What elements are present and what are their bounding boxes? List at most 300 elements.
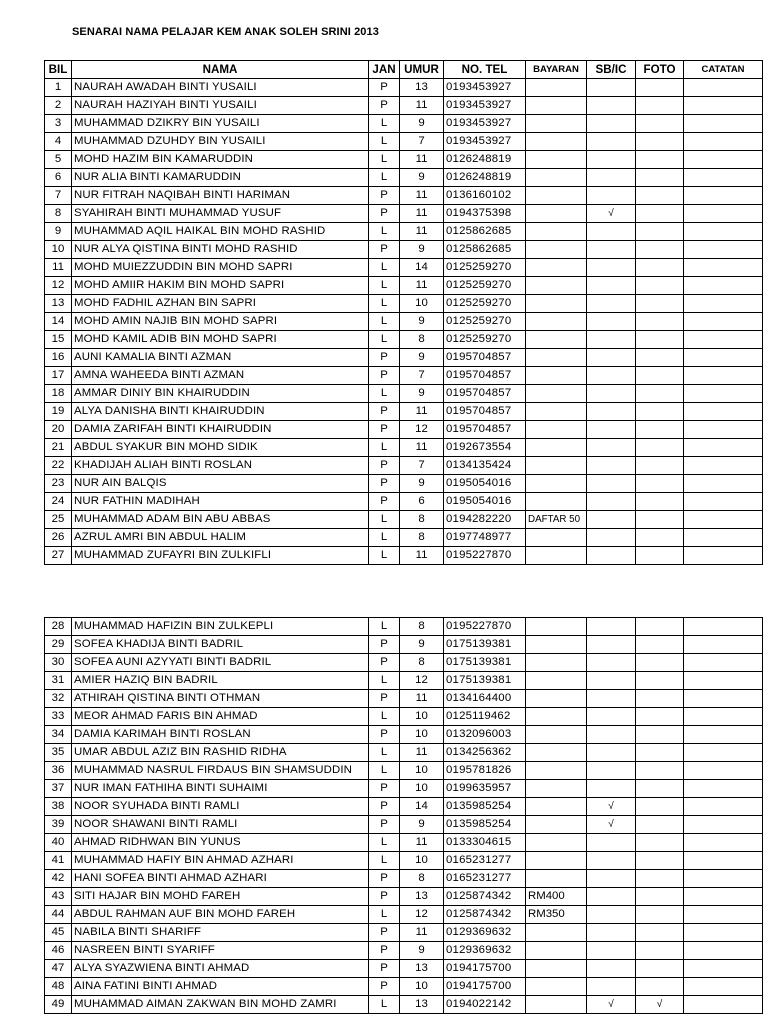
cell-jan: P (369, 475, 400, 493)
cell-bil: 49 (45, 996, 72, 1014)
cell-sb-ic (587, 151, 636, 169)
cell-jan: L (369, 277, 400, 295)
table-row (45, 439, 763, 457)
cell-jan: P (369, 870, 400, 888)
table-row (45, 618, 763, 636)
cell-sb-ic: √ (587, 205, 636, 223)
table-row (45, 223, 763, 241)
table-row (45, 511, 763, 529)
cell-foto (636, 924, 684, 942)
table-row (45, 996, 763, 1014)
cell-bayaran (526, 690, 587, 708)
cell-umur: 9 (400, 385, 444, 403)
cell-jan: P (369, 403, 400, 421)
cell-umur: 8 (400, 511, 444, 529)
header-jan: JAN (369, 61, 400, 79)
table-body-part-1 (45, 79, 763, 565)
cell-jan: L (369, 852, 400, 870)
cell-catatan (684, 529, 763, 547)
cell-bayaran (526, 798, 587, 816)
cell-bil: 46 (45, 942, 72, 960)
cell-no-tel: 0125259270 (444, 259, 526, 277)
cell-catatan (684, 259, 763, 277)
table-row (45, 834, 763, 852)
cell-jan: P (369, 97, 400, 115)
cell-no-tel: 0133304615 (444, 834, 526, 852)
cell-bayaran: RM400 (526, 888, 587, 906)
cell-nama: ATHIRAH QISTINA BINTI OTHMAN (72, 690, 369, 708)
cell-no-tel: 0195227870 (444, 618, 526, 636)
cell-sb-ic (587, 529, 636, 547)
cell-nama: AMIER HAZIQ BIN BADRIL (72, 672, 369, 690)
header-umur: UMUR (400, 61, 444, 79)
cell-sb-ic (587, 97, 636, 115)
cell-no-tel: 0126248819 (444, 151, 526, 169)
cell-bayaran (526, 259, 587, 277)
cell-jan: L (369, 439, 400, 457)
cell-no-tel: 0134164400 (444, 690, 526, 708)
cell-jan: P (369, 924, 400, 942)
cell-jan: L (369, 618, 400, 636)
table-row (45, 978, 763, 996)
cell-jan: P (369, 978, 400, 996)
cell-foto (636, 313, 684, 331)
cell-jan: P (369, 654, 400, 672)
cell-catatan (684, 852, 763, 870)
cell-no-tel: 0129369632 (444, 924, 526, 942)
cell-no-tel: 0193453927 (444, 133, 526, 151)
cell-foto: √ (636, 996, 684, 1014)
cell-no-tel: 0197748977 (444, 529, 526, 547)
cell-umur: 9 (400, 313, 444, 331)
cell-bayaran (526, 223, 587, 241)
cell-bayaran (526, 726, 587, 744)
cell-catatan (684, 457, 763, 475)
table-row (45, 636, 763, 654)
table-row (45, 349, 763, 367)
cell-nama: ABDUL SYAKUR BIN MOHD SIDIK (72, 439, 369, 457)
cell-foto (636, 277, 684, 295)
cell-foto (636, 654, 684, 672)
cell-jan: L (369, 385, 400, 403)
cell-no-tel: 0125259270 (444, 277, 526, 295)
cell-sb-ic (587, 439, 636, 457)
cell-bil: 17 (45, 367, 72, 385)
cell-nama: DAMIA KARIMAH BINTI ROSLAN (72, 726, 369, 744)
cell-catatan (684, 978, 763, 996)
cell-umur: 11 (400, 690, 444, 708)
cell-bayaran (526, 385, 587, 403)
cell-bayaran (526, 475, 587, 493)
document-title: SENARAI NAMA PELAJAR KEM ANAK SOLEH SRINI 2013 (72, 26, 379, 38)
cell-sb-ic (587, 618, 636, 636)
cell-no-tel: 0165231277 (444, 852, 526, 870)
cell-nama: AMNA WAHEEDA BINTI AZMAN (72, 367, 369, 385)
cell-no-tel: 0194022142 (444, 996, 526, 1014)
cell-umur: 9 (400, 241, 444, 259)
cell-nama: MUHAMMAD HAFIY BIN AHMAD AZHARI (72, 852, 369, 870)
cell-catatan (684, 277, 763, 295)
cell-bayaran (526, 187, 587, 205)
cell-foto (636, 205, 684, 223)
cell-bayaran (526, 654, 587, 672)
cell-sb-ic (587, 241, 636, 259)
table-row (45, 385, 763, 403)
table-row (45, 475, 763, 493)
cell-foto (636, 223, 684, 241)
cell-bil: 33 (45, 708, 72, 726)
cell-nama: MOHD AMIIR HAKIM BIN MOHD SAPRI (72, 277, 369, 295)
cell-bil: 9 (45, 223, 72, 241)
cell-bayaran (526, 744, 587, 762)
table-row (45, 888, 763, 906)
cell-foto (636, 834, 684, 852)
cell-sb-ic (587, 780, 636, 798)
cell-sb-ic (587, 277, 636, 295)
cell-bil: 35 (45, 744, 72, 762)
cell-catatan (684, 690, 763, 708)
cell-jan: P (369, 493, 400, 511)
cell-bayaran (526, 241, 587, 259)
cell-bayaran (526, 708, 587, 726)
cell-bayaran (526, 115, 587, 133)
cell-bil: 16 (45, 349, 72, 367)
cell-bil: 44 (45, 906, 72, 924)
cell-no-tel: 0126248819 (444, 169, 526, 187)
cell-nama: NOOR SYUHADA BINTI RAMLI (72, 798, 369, 816)
cell-foto (636, 187, 684, 205)
cell-no-tel: 0195704857 (444, 367, 526, 385)
cell-umur: 10 (400, 978, 444, 996)
cell-umur: 10 (400, 762, 444, 780)
table-row (45, 942, 763, 960)
table-row (45, 960, 763, 978)
cell-nama: MUHAMMAD AIMAN ZAKWAN BIN MOHD ZAMRI (72, 996, 369, 1014)
cell-sb-ic (587, 924, 636, 942)
table-row (45, 259, 763, 277)
table-row (45, 241, 763, 259)
cell-no-tel: 0134256362 (444, 744, 526, 762)
cell-no-tel: 0195704857 (444, 403, 526, 421)
cell-no-tel: 0125874342 (444, 888, 526, 906)
cell-nama: MUHAMMAD ADAM BIN ABU ABBAS (72, 511, 369, 529)
cell-umur: 9 (400, 349, 444, 367)
cell-jan: L (369, 133, 400, 151)
cell-bayaran (526, 780, 587, 798)
cell-nama: NUR ALIA BINTI KAMARUDDIN (72, 169, 369, 187)
cell-bil: 22 (45, 457, 72, 475)
cell-umur: 8 (400, 870, 444, 888)
cell-catatan (684, 493, 763, 511)
cell-no-tel: 0194175700 (444, 978, 526, 996)
cell-sb-ic (587, 295, 636, 313)
cell-catatan (684, 870, 763, 888)
cell-no-tel: 0125259270 (444, 295, 526, 313)
cell-sb-ic (587, 79, 636, 97)
cell-bil: 36 (45, 762, 72, 780)
cell-jan: P (369, 960, 400, 978)
cell-no-tel: 0195781826 (444, 762, 526, 780)
cell-umur: 11 (400, 439, 444, 457)
cell-catatan (684, 331, 763, 349)
cell-no-tel: 0194375398 (444, 205, 526, 223)
cell-sb-ic (587, 888, 636, 906)
cell-jan: P (369, 457, 400, 475)
cell-bayaran (526, 493, 587, 511)
table-row (45, 780, 763, 798)
cell-umur: 11 (400, 97, 444, 115)
cell-sb-ic (587, 744, 636, 762)
cell-foto (636, 636, 684, 654)
table-row (45, 169, 763, 187)
cell-jan: L (369, 313, 400, 331)
cell-catatan (684, 151, 763, 169)
cell-no-tel: 0195704857 (444, 421, 526, 439)
cell-catatan (684, 313, 763, 331)
cell-nama: MUHAMMAD DZUHDY BIN YUSAILI (72, 133, 369, 151)
cell-jan: P (369, 367, 400, 385)
cell-sb-ic (587, 367, 636, 385)
cell-foto (636, 744, 684, 762)
table-row (45, 403, 763, 421)
cell-bayaran (526, 169, 587, 187)
cell-sb-ic (587, 493, 636, 511)
cell-catatan (684, 439, 763, 457)
cell-jan: L (369, 169, 400, 187)
cell-bayaran (526, 852, 587, 870)
cell-sb-ic (587, 672, 636, 690)
cell-foto (636, 115, 684, 133)
cell-jan: L (369, 547, 400, 565)
table-row (45, 529, 763, 547)
cell-nama: NUR AIN BALQIS (72, 475, 369, 493)
table-row (45, 762, 763, 780)
table-row (45, 654, 763, 672)
cell-no-tel: 0125862685 (444, 241, 526, 259)
cell-sb-ic (587, 708, 636, 726)
table-row (45, 151, 763, 169)
table-row (45, 708, 763, 726)
cell-catatan (684, 169, 763, 187)
cell-bayaran (526, 942, 587, 960)
cell-foto (636, 151, 684, 169)
cell-sb-ic (587, 852, 636, 870)
cell-nama: MEOR AHMAD FARIS BIN AHMAD (72, 708, 369, 726)
cell-jan: P (369, 780, 400, 798)
cell-bil: 31 (45, 672, 72, 690)
cell-bil: 25 (45, 511, 72, 529)
table-row (45, 690, 763, 708)
cell-catatan (684, 187, 763, 205)
cell-foto (636, 511, 684, 529)
cell-umur: 10 (400, 726, 444, 744)
cell-catatan (684, 996, 763, 1014)
cell-no-tel: 0125862685 (444, 223, 526, 241)
table-row (45, 816, 763, 834)
cell-sb-ic (587, 870, 636, 888)
cell-umur: 9 (400, 475, 444, 493)
cell-foto (636, 367, 684, 385)
cell-umur: 11 (400, 547, 444, 565)
cell-bayaran (526, 313, 587, 331)
cell-umur: 13 (400, 960, 444, 978)
cell-catatan (684, 762, 763, 780)
cell-no-tel: 0125119462 (444, 708, 526, 726)
cell-bil: 26 (45, 529, 72, 547)
cell-nama: AUNI KAMALIA BINTI AZMAN (72, 349, 369, 367)
cell-sb-ic (587, 133, 636, 151)
cell-bil: 6 (45, 169, 72, 187)
cell-bil: 32 (45, 690, 72, 708)
cell-nama: MOHD HAZIM BIN KAMARUDDIN (72, 151, 369, 169)
cell-bayaran (526, 672, 587, 690)
cell-bayaran (526, 960, 587, 978)
cell-foto (636, 960, 684, 978)
cell-nama: DAMIA ZARIFAH BINTI KHAIRUDDIN (72, 421, 369, 439)
cell-bil: 20 (45, 421, 72, 439)
cell-foto (636, 331, 684, 349)
cell-umur: 13 (400, 79, 444, 97)
table-row (45, 493, 763, 511)
cell-jan: L (369, 672, 400, 690)
cell-umur: 11 (400, 223, 444, 241)
cell-nama: MUHAMMAD NASRUL FIRDAUS BIN SHAMSUDDIN (72, 762, 369, 780)
cell-no-tel: 0195704857 (444, 349, 526, 367)
cell-bayaran (526, 870, 587, 888)
cell-foto (636, 780, 684, 798)
table-row (45, 331, 763, 349)
cell-nama: KHADIJAH ALIAH BINTI ROSLAN (72, 457, 369, 475)
cell-catatan (684, 708, 763, 726)
cell-umur: 6 (400, 493, 444, 511)
cell-bil: 24 (45, 493, 72, 511)
cell-bayaran (526, 295, 587, 313)
cell-nama: MOHD KAMIL ADIB BIN MOHD SAPRI (72, 331, 369, 349)
cell-no-tel: 0135985254 (444, 816, 526, 834)
cell-bil: 18 (45, 385, 72, 403)
cell-jan: P (369, 888, 400, 906)
cell-catatan (684, 798, 763, 816)
cell-no-tel: 0165231277 (444, 870, 526, 888)
cell-umur: 11 (400, 151, 444, 169)
table-row (45, 313, 763, 331)
table-row (45, 295, 763, 313)
cell-jan: L (369, 295, 400, 313)
cell-jan: P (369, 79, 400, 97)
cell-no-tel: 0193453927 (444, 97, 526, 115)
cell-catatan (684, 726, 763, 744)
cell-jan: P (369, 349, 400, 367)
cell-umur: 9 (400, 816, 444, 834)
cell-bayaran (526, 618, 587, 636)
cell-sb-ic (587, 115, 636, 133)
cell-bil: 19 (45, 403, 72, 421)
cell-bil: 37 (45, 780, 72, 798)
cell-bil: 41 (45, 852, 72, 870)
cell-nama: NABILA BINTI SHARIFF (72, 924, 369, 942)
cell-foto (636, 870, 684, 888)
cell-umur: 8 (400, 529, 444, 547)
cell-bil: 7 (45, 187, 72, 205)
cell-umur: 9 (400, 115, 444, 133)
cell-jan: P (369, 205, 400, 223)
cell-bayaran (526, 547, 587, 565)
cell-catatan (684, 367, 763, 385)
cell-foto (636, 942, 684, 960)
cell-umur: 7 (400, 457, 444, 475)
cell-no-tel: 0136160102 (444, 187, 526, 205)
cell-foto (636, 888, 684, 906)
cell-nama: SOFEA KHADIJA BINTI BADRIL (72, 636, 369, 654)
cell-sb-ic (587, 169, 636, 187)
table-body-part-2 (45, 618, 763, 1014)
table-row (45, 277, 763, 295)
cell-jan: L (369, 834, 400, 852)
cell-nama: NUR IMAN FATHIHA BINTI SUHAIMI (72, 780, 369, 798)
cell-sb-ic (587, 511, 636, 529)
cell-foto (636, 618, 684, 636)
cell-sb-ic (587, 187, 636, 205)
cell-bil: 27 (45, 547, 72, 565)
cell-bayaran (526, 367, 587, 385)
cell-bil: 38 (45, 798, 72, 816)
cell-foto (636, 403, 684, 421)
cell-sb-ic: √ (587, 816, 636, 834)
cell-bayaran (526, 151, 587, 169)
table-row (45, 205, 763, 223)
cell-nama: MUHAMMAD HAFIZIN BIN ZULKEPLI (72, 618, 369, 636)
cell-bil: 28 (45, 618, 72, 636)
cell-umur: 8 (400, 618, 444, 636)
table-row (45, 421, 763, 439)
cell-no-tel: 0125874342 (444, 906, 526, 924)
header-bil: BIL (45, 61, 72, 79)
cell-bil: 5 (45, 151, 72, 169)
cell-catatan (684, 816, 763, 834)
cell-sb-ic (587, 349, 636, 367)
cell-bil: 14 (45, 313, 72, 331)
cell-bil: 47 (45, 960, 72, 978)
cell-nama: MOHD FADHIL AZHAN BIN SAPRI (72, 295, 369, 313)
cell-catatan (684, 205, 763, 223)
cell-foto (636, 97, 684, 115)
cell-catatan (684, 115, 763, 133)
cell-umur: 8 (400, 654, 444, 672)
cell-bayaran (526, 79, 587, 97)
cell-jan: L (369, 331, 400, 349)
cell-catatan (684, 385, 763, 403)
cell-bil: 29 (45, 636, 72, 654)
cell-jan: L (369, 259, 400, 277)
cell-sb-ic (587, 475, 636, 493)
cell-bayaran (526, 97, 587, 115)
cell-umur: 11 (400, 277, 444, 295)
cell-sb-ic (587, 403, 636, 421)
cell-no-tel: 0125259270 (444, 313, 526, 331)
cell-catatan (684, 79, 763, 97)
cell-catatan (684, 349, 763, 367)
cell-sb-ic (587, 726, 636, 744)
cell-bil: 42 (45, 870, 72, 888)
table-row (45, 726, 763, 744)
cell-catatan (684, 834, 763, 852)
cell-nama: NOOR SHAWANI BINTI RAMLI (72, 816, 369, 834)
cell-umur: 9 (400, 636, 444, 654)
cell-jan: P (369, 241, 400, 259)
cell-no-tel: 0175139381 (444, 654, 526, 672)
cell-sb-ic (587, 942, 636, 960)
table-row (45, 115, 763, 133)
